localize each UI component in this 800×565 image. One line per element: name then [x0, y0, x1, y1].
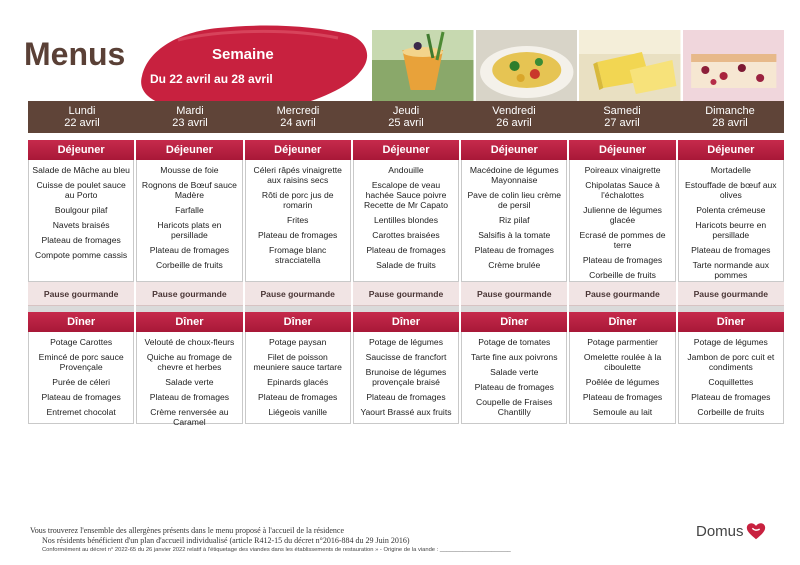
dish-item: Cuisse de poulet sauce au Porto — [36, 180, 126, 200]
lunch-header: Déjeuner — [461, 140, 567, 160]
dinner-header: Dîner — [136, 312, 242, 332]
dish-item: Yaourt Brassé aux fruits — [360, 407, 452, 417]
dish-item: Coupelle de Fraises Chantilly — [476, 397, 553, 417]
dinner-header: Dîner — [28, 312, 134, 332]
day-header — [28, 101, 136, 133]
dish-item: Escalope de veau hachée Sauce poivre Recette de Mr Capato — [363, 180, 449, 210]
dish-item: Mortadelle — [710, 165, 751, 175]
day-column — [569, 140, 675, 424]
day-name: Dimanche — [705, 105, 755, 117]
berry-cake-photo — [683, 30, 785, 102]
dinner-dishes — [678, 332, 784, 424]
day-column — [245, 140, 351, 424]
lunch-header: Déjeuner — [136, 140, 242, 160]
lunch-dishes — [461, 160, 567, 282]
dish-item: Salade verte — [490, 367, 539, 377]
day-header — [676, 101, 784, 133]
dish-item: Navets braisés — [52, 220, 110, 230]
dish-item: Estouffade de bœuf aux olives — [685, 180, 777, 200]
dish-item: Jambon de porc cuit et condiments — [687, 352, 775, 372]
day-column — [28, 140, 134, 424]
snack-label: Pause gourmande — [136, 282, 242, 306]
dish-item: Potage parmentier — [587, 337, 658, 347]
dish-item: Haricots beurre en persillade — [695, 220, 767, 240]
dish-item: Tarte normande aux pommes — [692, 260, 770, 280]
lunch-dishes — [353, 160, 459, 282]
dish-item: Plateau de fromages — [41, 392, 121, 402]
footer-notes — [30, 526, 550, 554]
dish-item: Plateau de fromages — [41, 235, 121, 245]
dinner-dishes — [461, 332, 567, 424]
dish-item: Potage paysan — [269, 337, 327, 347]
lunch-dishes — [136, 160, 242, 282]
dish-item: Andouille — [388, 165, 424, 175]
day-name: Vendredi — [492, 105, 536, 117]
lunch-dishes — [28, 160, 134, 282]
dessert-glass-photo — [372, 30, 474, 102]
day-date: 22 avril — [64, 117, 100, 129]
day-header — [568, 101, 676, 133]
dish-item: Plateau de fromages — [582, 255, 663, 265]
dinner-dishes — [353, 332, 459, 424]
dish-item: Potage de légumes — [368, 337, 444, 347]
domus-logo — [696, 520, 767, 542]
snack-label: Pause gourmande — [28, 282, 134, 306]
food-photo-strip — [372, 30, 784, 102]
dish-item: Plateau de fromages — [366, 392, 446, 402]
day-date: 23 avril — [172, 117, 208, 129]
day-name: Mardi — [176, 105, 204, 117]
lunch-header: Déjeuner — [28, 140, 134, 160]
dish-item: Macédoine de légumes Mayonnaise — [469, 165, 559, 185]
dish-item: Crème renversée au Caramel — [150, 407, 229, 427]
dinner-header: Dîner — [678, 312, 784, 332]
dish-item: Ecrasé de pommes de terre — [579, 230, 666, 250]
dish-item: Epinards glacés — [267, 377, 329, 387]
menu-grid — [28, 140, 784, 427]
date-range: Du 22 avril au 28 avril — [150, 72, 273, 86]
day-date: 27 avril — [604, 117, 640, 129]
dish-item: Purée de céleri — [52, 377, 111, 387]
allergen-note: Vous trouverez l'ensemble des allergènes présents dans le menu proposé à l'accueil de la résidence — [30, 526, 345, 535]
dish-item: Corbeille de fruits — [589, 270, 656, 280]
dinner-header: Dîner — [569, 312, 675, 332]
dish-item: Entremet chocolat — [46, 407, 116, 417]
dish-item: Omelette roulée à la ciboulette — [583, 352, 662, 372]
dish-item: Plateau de fromages — [582, 392, 663, 402]
dish-item: Saucisse de francfort — [365, 352, 447, 362]
dish-item: Pave de colin lieu crème de persil — [467, 190, 562, 210]
day-date: 26 avril — [496, 117, 532, 129]
lunch-header: Déjeuner — [678, 140, 784, 160]
dinner-header: Dîner — [461, 312, 567, 332]
day-name: Lundi — [68, 105, 96, 117]
dish-item: Céleri râpés vinaigrette aux raisins secs — [253, 165, 342, 185]
day-column — [678, 140, 784, 424]
days-header — [28, 101, 784, 133]
lunch-header: Déjeuner — [245, 140, 351, 160]
day-header — [460, 101, 568, 133]
dish-item: Plateau de fromages — [366, 245, 446, 255]
dish-item: Frites — [286, 215, 309, 225]
dish-item: Quiche au fromage de chevre et herbes — [146, 352, 232, 372]
snack-label: Pause gourmande — [678, 282, 784, 306]
dinner-dishes — [136, 332, 242, 427]
dish-item: Crème brulée — [488, 260, 541, 270]
snack-label: Pause gourmande — [353, 282, 459, 306]
lunch-dishes — [245, 160, 351, 282]
dish-item: Corbeille de fruits — [697, 407, 765, 417]
day-name: Samedi — [603, 105, 641, 117]
day-column — [136, 140, 242, 427]
day-column — [353, 140, 459, 424]
dish-item: Filet de poisson meuniere sauce tartare — [253, 352, 342, 372]
dish-item: Rognons de Bœuf sauce Madère — [141, 180, 237, 200]
dish-item: Liégeois vanille — [268, 407, 328, 417]
dish-item: Lentilles blondes — [373, 215, 438, 225]
day-name: Mercredi — [276, 105, 320, 117]
dish-item: Carottes braisées — [372, 230, 440, 240]
dish-item: Brunoise de légumes provençale braisé — [365, 367, 447, 387]
day-date: 28 avril — [712, 117, 748, 129]
day-header — [352, 101, 460, 133]
dish-item: Boulgour pilaf — [54, 205, 108, 215]
dinner-header: Dîner — [353, 312, 459, 332]
dish-item: Plateau de fromages — [149, 392, 230, 402]
pasta-salad-photo — [476, 30, 578, 102]
dish-item: Salade verte — [165, 377, 214, 387]
dish-item: Coquillettes — [708, 377, 754, 387]
dish-item: Farfalle — [175, 205, 204, 215]
lunch-header: Déjeuner — [353, 140, 459, 160]
cheese-photo — [579, 30, 681, 102]
dish-item: Plateau de fromages — [691, 392, 771, 402]
lunch-dishes — [678, 160, 784, 282]
dish-item: Tarte fine aux poivrons — [471, 352, 558, 362]
dish-item: Plateau de fromages — [474, 382, 554, 392]
decree-note: Nos résidents bénéficient d'un plan d'accueil individualisé (article R412-15 du décret n°2016-884 du 29 Juin 2016) — [42, 536, 410, 545]
dish-item: Potage de tomates — [478, 337, 551, 347]
dish-item: Velouté de choux-fleurs — [144, 337, 235, 347]
dinner-header: Dîner — [245, 312, 351, 332]
dish-item: Plateau de fromages — [258, 230, 338, 240]
week-label: Semaine — [212, 46, 274, 63]
dish-item: Chipolatas Sauce à l'échalottes — [585, 180, 660, 200]
dinner-dishes — [569, 332, 675, 424]
dinner-dishes — [245, 332, 351, 424]
day-header — [136, 101, 244, 133]
dish-item: Corbeille de fruits — [155, 260, 223, 270]
dish-item: Mousse de foie — [160, 165, 219, 175]
meat-origin-note: Conformément au décret n° 2022-65 du 26 janvier 2022 relatif à l'étiquetage des viandes dans les établissements de restauration » - Origine de la viande : ______________________ — [42, 547, 511, 553]
dish-item: Poêlée de légumes — [585, 377, 660, 387]
dish-item: Haricots plats en persillade — [157, 220, 222, 240]
page-title: Menus — [24, 36, 126, 72]
day-column — [461, 140, 567, 424]
snack-label: Pause gourmande — [245, 282, 351, 306]
heart-logo-icon — [745, 520, 767, 542]
dish-item: Salade de Mâche au bleu — [32, 165, 130, 175]
dish-item: Potage Carottes — [50, 337, 113, 347]
dinner-dishes — [28, 332, 134, 424]
dish-item: Plateau de fromages — [474, 245, 554, 255]
dish-item: Emincé de porc sauce Provençale — [38, 352, 124, 372]
day-date: 24 avril — [280, 117, 316, 129]
dish-item: Poireaux vinaigrette — [584, 165, 661, 175]
day-header — [244, 101, 352, 133]
dish-item: Plateau de fromages — [149, 245, 230, 255]
dish-item: Polenta crémeuse — [696, 205, 766, 215]
dish-item: Julienne de légumes glacée — [583, 205, 662, 225]
snack-label: Pause gourmande — [569, 282, 675, 306]
dish-item: Potage de légumes — [693, 337, 768, 347]
snack-label: Pause gourmande — [461, 282, 567, 306]
day-name: Jeudi — [392, 105, 420, 117]
dish-item: Rôti de porc jus de romarin — [261, 190, 334, 210]
dish-item: Semoule au lait — [592, 407, 653, 417]
dish-item: Plateau de fromages — [258, 392, 338, 402]
lunch-dishes — [569, 160, 675, 282]
day-date: 25 avril — [388, 117, 424, 129]
dish-item: Riz pilaf — [498, 215, 530, 225]
dish-item: Salsifis à la tomate — [478, 230, 551, 240]
dish-item: Compote pomme cassis — [35, 250, 128, 260]
logo-text: Domus — [696, 522, 744, 540]
dish-item: Fromage blanc stracciatella — [269, 245, 327, 265]
lunch-header: Déjeuner — [569, 140, 675, 160]
dish-item: Plateau de fromages — [691, 245, 771, 255]
dish-item: Salade de fruits — [376, 260, 436, 270]
